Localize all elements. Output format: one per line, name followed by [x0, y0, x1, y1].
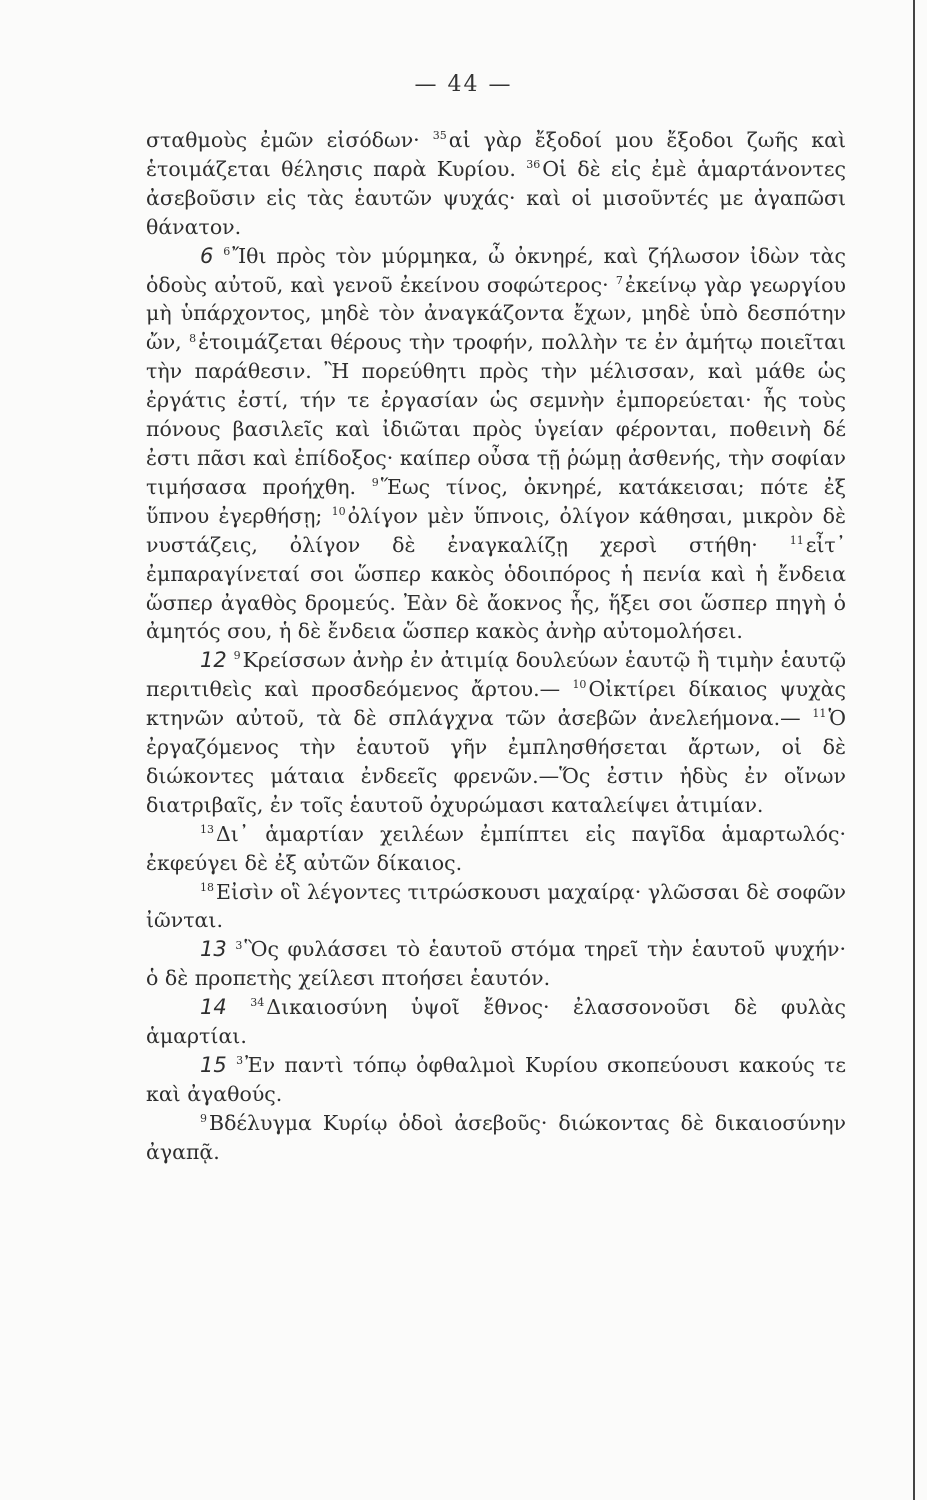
paragraph: [146, 1051, 846, 1109]
text-run: Εἰσὶν οἳ λέγοντες τιτρώσκουσι μαχαίρᾳ· γλῶσσαι δὲ σοφῶν ἰῶνται.: [146, 879, 846, 933]
text-run: ὀλίγον μὲν ὕπνοις, ὀλίγον κάθησαι, μικρὸν δὲ νυστάζεις, ὀλίγον δὲ ἐναγκαλίζῃ χερσὶ στήθη·: [146, 503, 846, 557]
paragraph: [146, 1109, 846, 1167]
verse-number: 9: [371, 476, 379, 490]
text-run: ἐκείνῳ γὰρ γεωργίου μὴ ὑπάρχοντος, μηδὲ τὸν ἀναγκάζοντα ἔχων, μηδὲ ὑπὸ δεσπότην ὤν,: [146, 272, 846, 355]
text-run: Δικαιοσύνη ὑψοῖ ἔθνος· ἐλασσονοῦσι δὲ φυλὰς ἁμαρτίαι.: [146, 995, 846, 1049]
chapter-number: 15: [200, 1053, 227, 1077]
verse-number: 6: [223, 244, 231, 258]
chapter-number: 12: [200, 648, 227, 673]
verse-number: 3: [235, 938, 243, 952]
page-number: — 44 —: [414, 72, 513, 97]
text-run: σταθμοὺς ἐμῶν εἰσόδων·: [146, 128, 420, 152]
paragraph: [146, 242, 846, 647]
paragraph: [146, 935, 846, 993]
verse-number: 36: [526, 158, 541, 172]
verse-number: 9: [200, 1111, 207, 1125]
paragraph: [146, 126, 846, 242]
text-run: Οἰκτίρει δίκαιος ψυχὰς κτηνῶν αὐτοῦ, τὰ δὲ σπλάγχνα τῶν ἀσεβῶν ἀνελεήμονα.—: [146, 677, 846, 731]
verse-number: 10: [572, 678, 587, 692]
verse-number: 34: [250, 996, 265, 1010]
verse-number: 13: [200, 822, 214, 836]
chapter-number: 14: [200, 995, 227, 1020]
text-run: Κρείσσων ἀνὴρ ἐν ἀτιμίᾳ δουλεύων ἑαυτῷ ἢ τιμὴν ἑαυτῷ περιτιθεὶς καὶ προσδεόμενος ἄρτου.—: [146, 648, 846, 702]
verse-number: 9: [233, 649, 241, 663]
text-run: Ὁ ἐργαζόμενος τὴν ἑαυτοῦ γῆν ἐμπλησθήσεται ἄρτων, οἱ δὲ διώκοντες μάταια ἐνδεεῖς φρενῶν.—Ὅς ἐστιν ἡδὺς ἐν οἴνων διατριβαῖς, ἐν τοῖς ἑαυτοῦ ὀχυρώμασι καταλείψει ἀτιμίαν.: [146, 706, 846, 817]
text-run: Ὃς φυλάσσει τὸ ἑαυτοῦ στόμα τηρεῖ τὴν ἑαυτοῦ ψυχήν· ὁ δὲ προπετὴς χείλεσι πτοήσει ἑαυτόν.: [146, 937, 846, 991]
paragraph: [146, 820, 846, 878]
chapter-number: 6: [200, 243, 214, 268]
text-run: εἶτ᾽ ἐμπαραγίνεταί σοι ὥσπερ κακὸς ὁδοιπόρος ἡ πενία καὶ ἡ ἔνδεια ὥσπερ ἀγαθὸς δρομεύς. Ἐὰν δὲ ἄοκνος ἧς, ἥξει σοι ὥσπερ πηγὴ ὁ ἀμητός σου, ἡ δὲ ἔνδεια ὥσπερ κακὸς ἀνὴρ αὐτομολήσει.: [146, 532, 846, 644]
text-run: Ἐν παντὶ τόπῳ ὀφθαλμοὶ Κυρίου σκοπεύουσι κακούς τε καὶ ἀγαθούς.: [146, 1053, 846, 1106]
verse-number: 8: [189, 331, 197, 345]
body-text: [146, 126, 846, 1167]
chapter-number: 13: [200, 937, 227, 962]
page-edge-line: [913, 0, 915, 1500]
verse-number: 7: [615, 273, 623, 287]
text-run: αἱ γὰρ ἔξοδοί μου ἔξοδοι ζωῆς καὶ ἑτοιμάζεται θέλησις παρὰ Κυρίου.: [146, 128, 846, 181]
text-run: Δι᾽ ἁμαρτίαν χειλέων ἐμπίπτει εἰς παγῖδα ἁμαρτωλός· ἐκφεύγει δὲ ἐξ αὐτῶν δίκαιος.: [146, 821, 846, 875]
verse-number: 10: [331, 504, 346, 518]
paragraph: [146, 993, 846, 1051]
text-run: Ἕως τίνος, ὀκνηρέ, κατάκεισαι; πότε ἐξ ὕπνου ἐγερθήσῃ;: [146, 474, 846, 528]
verse-number: 18: [200, 880, 214, 894]
text-run: Ἴθι πρὸς τὸν μύρμηκα, ὦ ὀκνηρέ, καὶ ζήλωσον ἰδὼν τὰς ὁδοὺς αὐτοῦ, καὶ γενοῦ ἐκείνου σοφώτερος·: [146, 243, 846, 297]
verse-number: 3: [236, 1054, 244, 1068]
paragraph: [146, 646, 846, 819]
text-run: ἑτοιμάζεται θέρους τὴν τροφήν, πολλὴν τε ἐν ἀμήτῳ ποιεῖται τὴν παράθεσιν. Ἢ πορεύθητι πρὸς τὴν μέλισσαν, καὶ μάθε ὡς ἐργάτις ἐστί, τήν τε ἐργασίαν ὡς σεμνὴν ἐμπορεύεται· ἧς τοὺς πόνους βασιλεῖς καὶ ἰδιῶται πρὸς ὑγείαν φέρονται, ποθεινὴ δέ ἐστι πᾶσι καὶ ἐπίδοξος· καίπερ οὖσα τῇ ῥώμῃ ἀσθενής, τὴν σοφίαν τιμήσασα προήχθη.: [146, 330, 846, 499]
verse-number: 11: [789, 533, 804, 547]
text-run: Βδέλυγμα Κυρίῳ ὁδοὶ ἀσεβοῦς· διώκοντας δὲ δικαιοσύνην ἀγαπᾷ.: [146, 1110, 846, 1164]
text-run: Οἱ δὲ εἰς ἐμὲ ἁμαρτάνοντες ἀσεβοῦσιν εἰς τὰς ἑαυτῶν ψυχάς· καὶ οἱ μισοῦντές με ἀγαπῶσι θάνατον.: [146, 156, 846, 239]
verse-number: 35: [432, 129, 447, 143]
paragraph: [146, 878, 846, 936]
verse-number: 11: [812, 707, 827, 721]
